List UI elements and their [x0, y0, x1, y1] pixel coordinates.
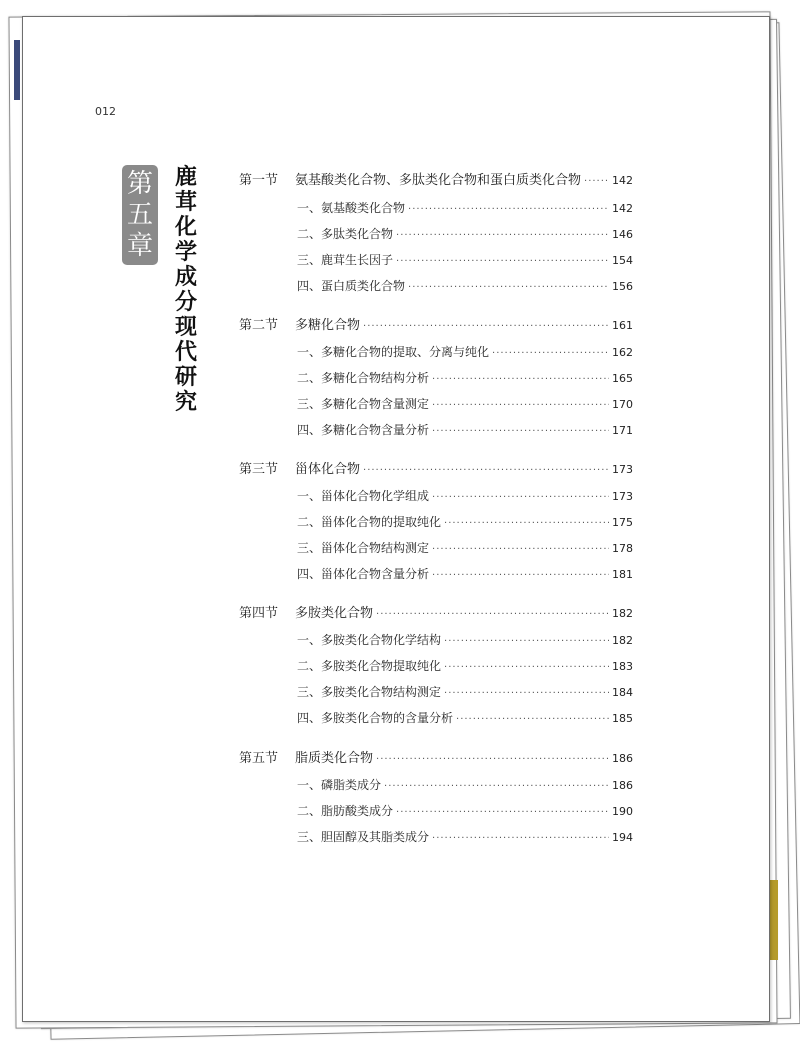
item-title: 一、多胺类化合物化学结构	[297, 633, 442, 647]
page-ref: 171	[612, 424, 633, 437]
toc-item-row[interactable]	[297, 487, 633, 504]
section-title: 甾体化合物	[295, 462, 361, 477]
item-title: 二、多糖化合物结构分析	[297, 371, 430, 385]
toc-section-row[interactable]	[239, 747, 633, 766]
toc-item-row[interactable]	[297, 251, 633, 268]
item-title: 四、蛋白质类化合物	[297, 279, 406, 293]
toc-item-row[interactable]	[297, 199, 633, 216]
chapter-title-char: 代	[174, 339, 197, 365]
dot-leader	[432, 374, 609, 385]
toc-item-row[interactable]	[297, 631, 633, 648]
section-number: 第四节	[239, 606, 279, 621]
section-number: 第二节	[239, 318, 279, 333]
dot-leader	[384, 781, 609, 792]
item-title: 四、多糖化合物含量分析	[297, 423, 430, 437]
dot-leader	[363, 465, 609, 476]
dot-leader	[444, 688, 609, 699]
item-title: 四、甾体化合物含量分析	[297, 567, 430, 581]
page-ref: 185	[612, 712, 633, 725]
page-edge-stripe	[770, 880, 778, 960]
toc-item-row[interactable]	[297, 828, 633, 845]
page-ref: 165	[612, 372, 633, 385]
chapter-title-char: 成	[174, 264, 197, 290]
dot-leader	[363, 321, 609, 332]
chapter-title-char: 分	[174, 289, 197, 315]
page-ref: 142	[612, 202, 633, 215]
dot-leader	[376, 609, 609, 620]
item-title: 二、多胺类化合物提取纯化	[297, 659, 442, 673]
page-number: 012	[95, 105, 116, 118]
section-title: 多糖化合物	[295, 318, 361, 333]
toc-item-row[interactable]	[297, 683, 633, 700]
dot-leader	[396, 807, 609, 818]
dot-leader	[408, 282, 609, 293]
item-title: 一、磷脂类成分	[297, 778, 382, 792]
page-ref: 173	[612, 463, 633, 476]
toc-section-row[interactable]	[239, 602, 633, 621]
toc-section-row[interactable]	[239, 458, 633, 477]
item-title: 四、多胺类化合物的含量分析	[297, 711, 454, 725]
chapter-number-char: 五	[126, 199, 153, 230]
toc-item-row[interactable]	[297, 421, 633, 438]
page-ref: 190	[612, 805, 633, 818]
page-ref: 156	[612, 280, 633, 293]
section-number: 第五节	[239, 751, 279, 766]
page-ref: 181	[612, 568, 633, 581]
chapter-title-char: 研	[174, 364, 197, 390]
dot-leader	[492, 348, 609, 359]
dot-leader	[584, 176, 609, 187]
toc-page	[22, 16, 770, 1022]
chapter-title	[168, 165, 204, 415]
dot-leader	[456, 714, 609, 725]
page-ref: 186	[612, 779, 633, 792]
toc-item-row[interactable]	[297, 225, 633, 242]
toc-item-row[interactable]	[297, 277, 633, 294]
dot-leader	[432, 833, 609, 844]
toc-item-row[interactable]	[297, 395, 633, 412]
item-title: 三、鹿茸生长因子	[297, 253, 394, 267]
item-title: 三、甾体化合物结构测定	[297, 541, 430, 555]
dot-leader	[396, 256, 609, 267]
item-title: 一、多糖化合物的提取、分离与纯化	[297, 345, 490, 359]
chapter-number-char: 第	[126, 168, 153, 199]
item-title: 三、多胺类化合物结构测定	[297, 685, 442, 699]
page-ref: 194	[612, 831, 633, 844]
page-edge-stripe	[14, 40, 20, 100]
item-title: 二、多肽类化合物	[297, 227, 394, 241]
toc-item-row[interactable]	[297, 513, 633, 530]
item-title: 三、胆固醇及其脂类成分	[297, 830, 430, 844]
dot-leader	[396, 230, 609, 241]
item-title: 二、甾体化合物的提取纯化	[297, 515, 442, 529]
toc-item-row[interactable]	[297, 369, 633, 386]
dot-leader	[432, 400, 609, 411]
page-ref: 146	[612, 228, 633, 241]
dot-leader	[444, 636, 609, 647]
dot-leader	[432, 570, 609, 581]
page-ref: 142	[612, 174, 633, 187]
dot-leader	[444, 662, 609, 673]
chapter-title-char: 鹿	[174, 164, 197, 190]
page-ref: 173	[612, 490, 633, 503]
page-ref: 182	[612, 607, 633, 620]
toc-item-row[interactable]	[297, 776, 633, 793]
toc-item-row[interactable]	[297, 657, 633, 674]
section-title: 多胺类化合物	[295, 606, 374, 621]
page-ref: 162	[612, 346, 633, 359]
dot-leader	[432, 544, 609, 555]
chapter-title-char: 化	[174, 214, 197, 240]
dot-leader	[432, 492, 609, 503]
item-title: 一、甾体化合物化学组成	[297, 489, 430, 503]
page-ref: 183	[612, 660, 633, 673]
toc-item-row[interactable]	[297, 343, 633, 360]
chapter-number-char: 章	[126, 230, 153, 261]
dot-leader	[408, 204, 609, 215]
chapter-title-char: 究	[174, 389, 197, 415]
toc-item-row[interactable]	[297, 539, 633, 556]
page-ref: 161	[612, 319, 633, 332]
chapter-title-char: 现	[174, 314, 197, 340]
item-title: 三、多糖化合物含量测定	[297, 397, 430, 411]
section-number: 第三节	[239, 462, 279, 477]
toc-item-row[interactable]	[297, 802, 633, 819]
page-ref: 170	[612, 398, 633, 411]
page-ref: 184	[612, 686, 633, 699]
section-title: 脂质类化合物	[295, 751, 374, 766]
toc-section-row[interactable]	[239, 169, 633, 188]
chapter-number-badge	[122, 165, 158, 265]
toc-section-row[interactable]	[239, 314, 633, 333]
item-title: 二、脂肪酸类成分	[297, 804, 394, 818]
page-ref: 154	[612, 254, 633, 267]
section-title: 氨基酸类化合物、多肽类化合物和蛋白质类化合物	[295, 173, 582, 188]
dot-leader	[432, 426, 609, 437]
item-title: 一、氨基酸类化合物	[297, 201, 406, 215]
section-number: 第一节	[239, 173, 279, 188]
page-ref: 175	[612, 516, 633, 529]
toc-item-row[interactable]	[297, 709, 633, 726]
dot-leader	[444, 518, 609, 529]
toc-item-row[interactable]	[297, 565, 633, 582]
chapter-title-char: 茸	[174, 189, 197, 215]
chapter-title-char: 学	[174, 239, 197, 265]
dot-leader	[376, 754, 609, 765]
page-ref: 186	[612, 752, 633, 765]
page-ref: 182	[612, 634, 633, 647]
page-ref: 178	[612, 542, 633, 555]
